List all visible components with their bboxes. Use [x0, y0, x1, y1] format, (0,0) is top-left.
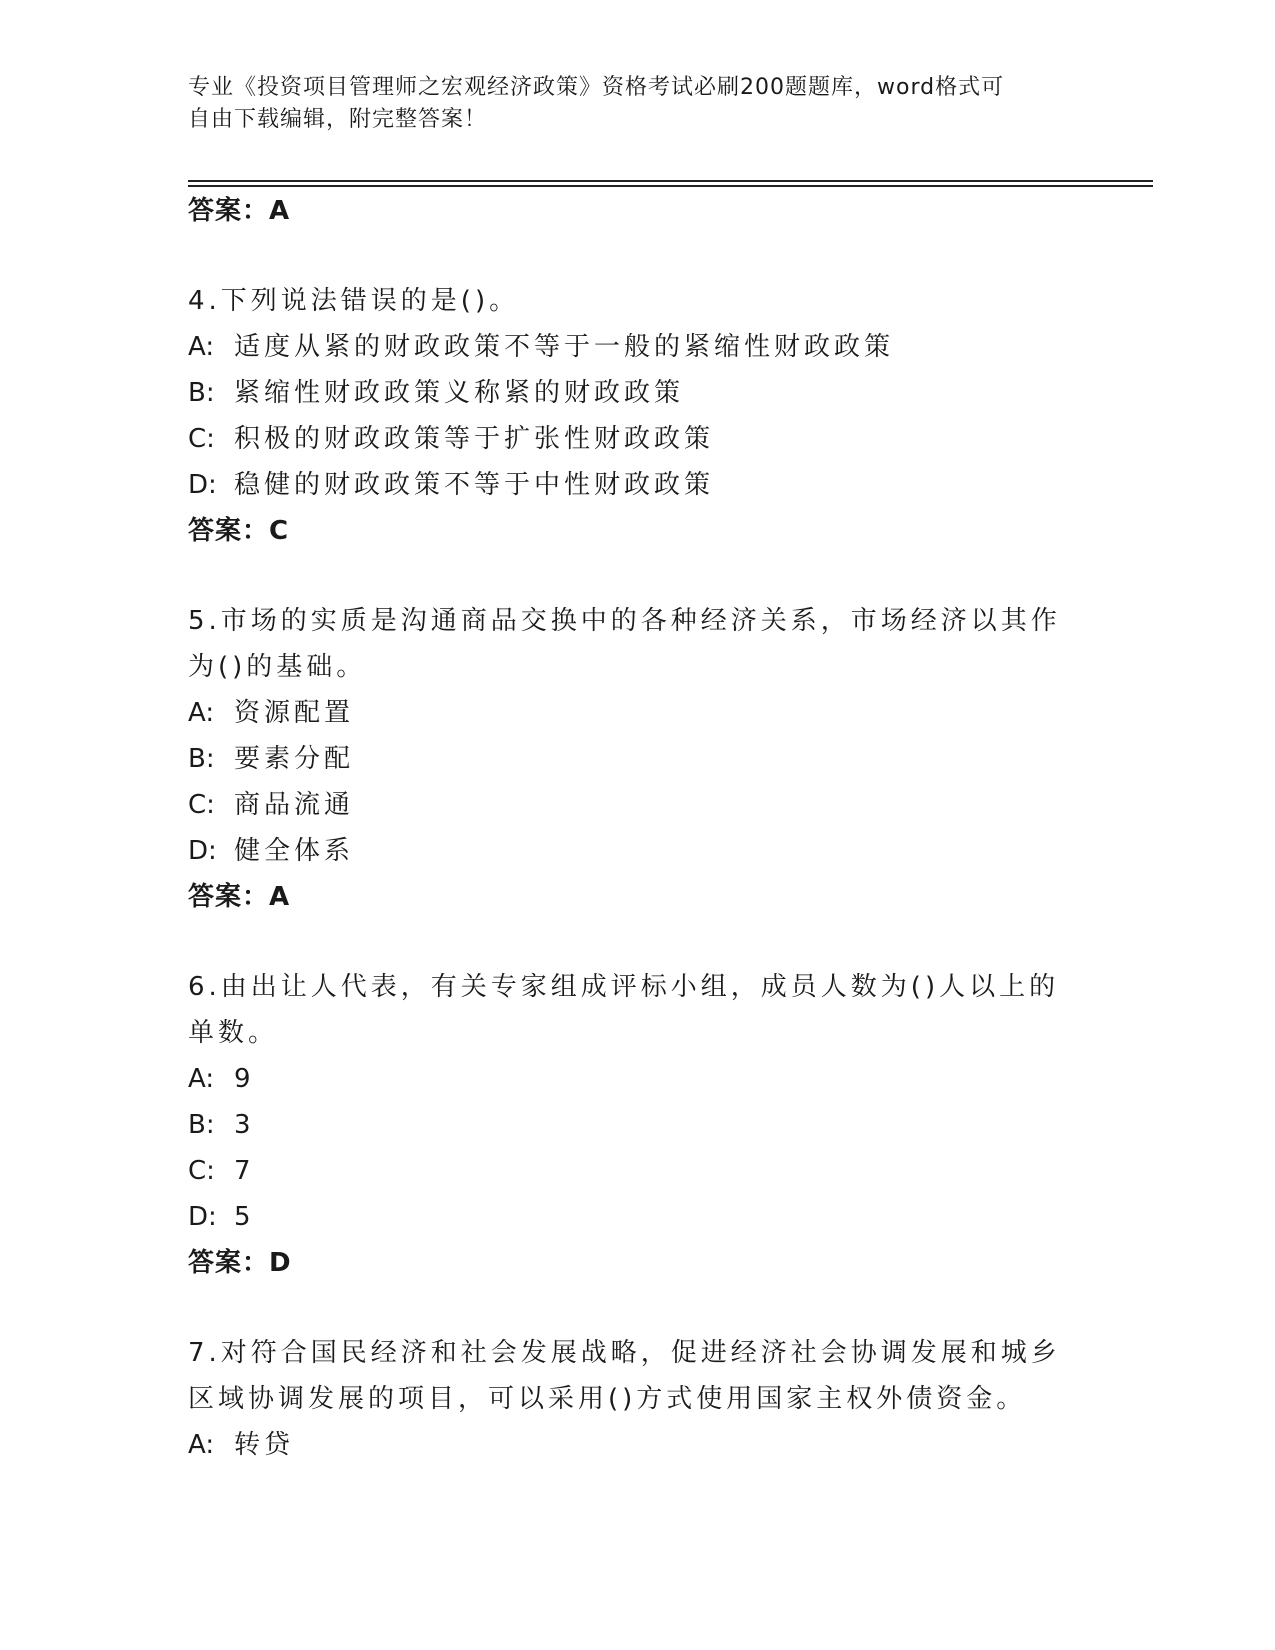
- option-c: [188, 416, 1068, 462]
- option-text: 3: [234, 1110, 255, 1140]
- option-letter: C:: [188, 790, 215, 820]
- option-text: 适度从紧的财政政策不等于一般的紧缩性财政政策: [234, 332, 895, 362]
- option-a: [188, 324, 1068, 370]
- option-text: 5: [234, 1202, 255, 1232]
- option-letter: C:: [188, 1156, 215, 1186]
- question-7: [188, 1330, 1068, 1468]
- option-c: [188, 782, 1068, 828]
- question-stem: 6.由出让人代表，有关专家组成评标小组，成员人数为()人以上的单数。: [188, 972, 1060, 1048]
- option-text: 健全体系: [234, 836, 355, 866]
- option-letter: B:: [188, 1110, 215, 1140]
- option-letter: D:: [188, 1202, 217, 1232]
- option-b: [188, 736, 1068, 782]
- option-text: 稳健的财政政策不等于中性财政政策: [234, 470, 715, 500]
- question-5: [188, 598, 1068, 920]
- header-line-1: 专业《投资项目管理师之宏观经济政策》资格考试必刷200题题库，word格式可: [188, 75, 1005, 100]
- option-text: 积极的财政政策等于扩张性财政政策: [234, 424, 715, 454]
- question-4: [188, 278, 1068, 554]
- option-b: [188, 1102, 1068, 1148]
- option-d: [188, 1194, 1068, 1240]
- option-c: [188, 1148, 1068, 1194]
- question-answer: 答案：A: [188, 882, 291, 912]
- option-text: 紧缩性财政政策义称紧的财政政策: [234, 378, 685, 408]
- question-6: [188, 964, 1068, 1286]
- option-letter: A:: [188, 1430, 215, 1460]
- option-letter: A:: [188, 1064, 215, 1094]
- header-divider-bottom: [188, 185, 1153, 187]
- option-a: [188, 1056, 1068, 1102]
- question-stem: 4.下列说法错误的是()。: [188, 286, 520, 316]
- option-letter: B:: [188, 378, 215, 408]
- option-d: [188, 828, 1068, 874]
- previous-answer: 答案：A: [188, 196, 291, 226]
- option-letter: D:: [188, 836, 217, 866]
- option-letter: B:: [188, 744, 215, 774]
- option-text: 要素分配: [234, 744, 355, 774]
- option-letter: A:: [188, 332, 215, 362]
- header-divider-top: [188, 180, 1153, 182]
- option-a: [188, 1422, 1068, 1468]
- option-d: [188, 462, 1068, 508]
- option-text: 资源配置: [234, 698, 355, 728]
- option-text: 7: [234, 1156, 255, 1186]
- question-stem: 7.对符合国民经济和社会发展战略，促进经济社会协调发展和城乡区域协调发展的项目，可以采用()方式使用国家主权外债资金。: [188, 1338, 1061, 1414]
- document-header: [188, 72, 1068, 136]
- option-a: [188, 690, 1068, 736]
- header-line-2: 自由下载编辑，附完整答案！: [188, 107, 488, 132]
- option-b: [188, 370, 1068, 416]
- option-letter: D:: [188, 470, 217, 500]
- option-letter: A:: [188, 698, 215, 728]
- question-answer: 答案：D: [188, 1248, 292, 1278]
- question-list: [188, 188, 1068, 1468]
- option-text: 商品流通: [234, 790, 355, 820]
- question-stem: 5.市场的实质是沟通商品交换中的各种经济关系，市场经济以其作为()的基础。: [188, 606, 1061, 682]
- option-text: 转贷: [234, 1430, 295, 1460]
- option-letter: C:: [188, 424, 215, 454]
- question-answer: 答案：C: [188, 516, 290, 546]
- option-text: 9: [234, 1064, 255, 1094]
